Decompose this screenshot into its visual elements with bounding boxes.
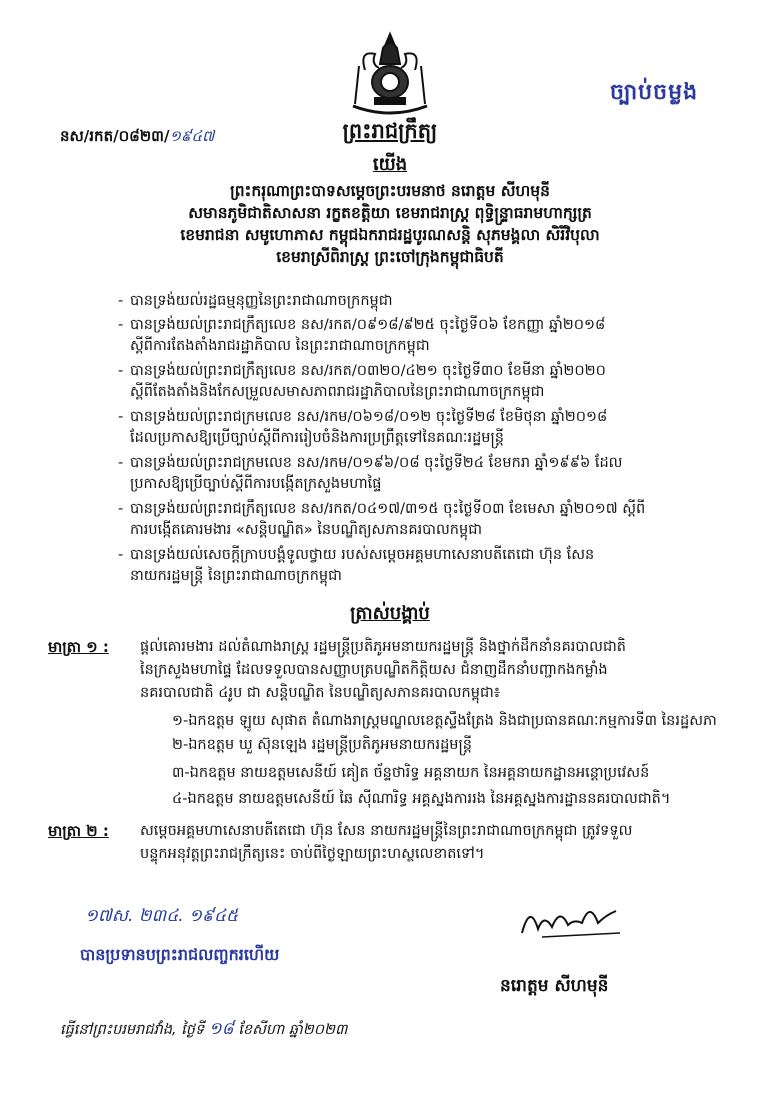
honoree-item: ៣-ឯកឧត្តម នាយឧត្តមសេនីយ៍ គៀត ច័ន្ទថារិទ្ធ អគ្គនាយក នៃអគ្គនាយកដ្ឋានអន្តោប្រវេសន៍ (172, 765, 650, 781)
reference-line: បានទ្រង់យល់ព្រះរាជក្រមលេខ នស/រកម/០៦១៨/០១២ ចុះថ្ងៃទី២៨ ខែមិថុនា ឆ្នាំ២០១៨ (130, 409, 608, 425)
reference-line: បានទ្រង់យល់ព្រះរាជក្រឹត្យលេខ នស/រកត/០៣២០/៤២១ ចុះថ្ងៃទី៣០ ខែមីនា ឆ្នាំ២០២០ (130, 363, 606, 379)
reference-item: - បានទ្រង់យល់ព្រះរាជក្រមលេខ នស/រកម/០៦១៨/០១២ ចុះថ្ងៃទី២៨ ខែមិថុនា ឆ្នាំ២០១៨ ដែលប្រកាសឱ្យប្រើច្បាប់ស្ដីពីការរៀបចំនិងការប្រព្រឹត្តទៅនៃគណៈរដ្ឋមន្ត្រី (130, 407, 730, 449)
copy-stamp: ច្បាប់ចម្លង (610, 80, 699, 105)
page-title: ព្រះរាជក្រឹត្យ (342, 119, 438, 143)
king-title-line: ខេមរាជនា សមូហោភាស កម្ពុជឯករាជរដ្ឋបូរណសន្តិ សុភមង្គលា សិរីវិបុលា (180, 226, 600, 244)
reference-line: ស្ដីពីតែងតាំងនិងកែសម្រួលសមាសភាពរាជរដ្ឋាភិបាលនៃព្រះរាជាណាចក្រកម្ពុជា (130, 384, 545, 400)
signature-name: នរោត្តម សីហមុនី (500, 976, 609, 996)
place-prefix: ធ្វើនៅព្រះបរមរាជវាំង, ថ្ងៃទី (60, 1022, 205, 1038)
king-title-line: សមានភូមិជាតិសាសនា រក្ខតខត្តិយា ខេមរាជរាស្ត្រ ពុទ្ធិន្ទ្រាធរាមហាក្សត្រ (188, 204, 592, 222)
reference-line: បានទ្រង់យល់រដ្ឋធម្មនុញ្ញនៃព្រះរាជាណាចក្រកម្ពុជា (130, 293, 393, 309)
reference-item: - បានទ្រង់យល់ព្រះរាជក្រឹត្យលេខ នស/រកត/០៣២០/៤២១ ចុះថ្ងៃទី៣០ ខែមីនា ឆ្នាំ២០២០ ស្ដីពីតែងតាំងនិងកែសម្រួលសមាសភាពរាជរដ្ឋាភិបាលនៃព្រះរាជាណាចក្រកម្ពុជា (130, 361, 730, 403)
honoree-item: ១-ឯកឧត្តម ឡូយ សុផាត តំណាងរាស្ត្រមណ្ឌលខេត្តស្ទឹងត្រែង និងជាប្រធានគណៈកម្មការទី៣ នៃរដ្ឋសភា (172, 713, 717, 729)
honoree-item: ៤-ឯកឧត្តម នាយឧត្តមសេនីយ៍ ឆៃ ស៊ីណារិទ្ធ អគ្គស្នងការរង នៃអគ្គស្នងការដ្ឋាននគរបាលជាតិ។ (172, 791, 671, 807)
signature-icon (512, 893, 632, 943)
reference-line: ស្ដីពីការតែងតាំងរាជរដ្ឋាភិបាល នៃព្រះរាជាណាចក្រកម្ពុជា (130, 338, 430, 354)
article-line: បន្ទុកអនុវត្តព្រះរាជក្រឹត្យនេះ ចាប់ពីថ្ងៃឡាយព្រះហស្ថលេខាតទៅ។ (140, 846, 485, 862)
handwritten-date: ១៧ស. ២៣៤. ១៩៤៥ (85, 906, 239, 926)
article-line: នៃក្រសួងមហាផ្ទៃ ដែលទទួលបានសញ្ញាបត្របណ្ឌិតកិត្តិយស ជំនាញដឹកនាំបញ្ជាកងកម្លាំង (140, 662, 608, 678)
reference-item: - បានទ្រង់យល់រដ្ឋធម្មនុញ្ញនៃព្រះរាជាណាចក្រកម្ពុជា (130, 291, 730, 312)
reference-line: បានទ្រង់យល់ព្រះរាជក្រមលេខ នស/រកម/០១៩៦/០៨ ចុះថ្ងៃទី២៤ ខែមករា ឆ្នាំ១៩៩៦ ដែល (130, 455, 623, 471)
article-1-label (48, 638, 109, 660)
reference-line: ដែលប្រកាសឱ្យប្រើច្បាប់ស្ដីពីការរៀបចំនិងការប្រព្រឹត្តទៅនៃគណៈរដ្ឋមន្ត្រី (130, 430, 505, 446)
reference-line: ការបង្កើតគោរមងារ «សន្តិបណ្ឌិត» នៃបណ្ឌិត្យសភានគរបាលកម្ពុជា (130, 522, 483, 538)
reference-item: - បានទ្រង់យល់ព្រះរាជក្រឹត្យលេខ នស/រកត/០៤១៧/៣១៥ ចុះថ្ងៃទី០៣ ខែមេសា ឆ្នាំ២០១៧ ស្ដីពី ការបង្កើតគោរមងារ «សន្តិបណ្ឌិត» នៃបណ្ឌិត្យសភានគរបាលកម្ពុជា (130, 499, 730, 541)
document-number-handwritten: ១៩៤៧ (169, 127, 215, 145)
reference-line: ប្រកាសឱ្យប្រើច្បាប់ស្ដីពីការបង្កើតក្រសួងមហាផ្ទៃ (130, 476, 382, 492)
article-2-body (140, 820, 740, 866)
reference-item: - បានទ្រង់យល់សេចក្ដីក្រាបបង្គំទូលថ្វាយ របស់សម្ដេចអគ្គមហាសេនាបតីតេជោ ហ៊ុន សែន នាយករដ្ឋមន្ត្រី នៃព្រះរាជាណាចក្រកម្ពុជា (130, 545, 730, 587)
article-line: ផ្ដល់គោរមងារ ដល់តំណាងរាស្ត្រ រដ្ឋមន្ត្រីប្រតិភូអមនាយករដ្ឋមន្ត្រី និងថ្នាក់ដឹកនាំនគរបាលជាតិ (140, 639, 626, 655)
decree-heading: ត្រាស់បង្គាប់ (350, 603, 430, 624)
document-number-prefix: នស/រកត/០៨២៣/ (60, 127, 170, 145)
sealed-note: បានប្រទានបព្រះរាជលញ្ចករហើយ (80, 945, 280, 964)
article-1-body (140, 636, 740, 705)
place-suffix: ខែសីហា ឆ្នាំ២០២៣ (238, 1022, 348, 1038)
article-line: នគរបាលជាតិ ៤រូប ជា សន្តិបណ្ឌិត នៃបណ្ឌិត្យសភានគរបាលកម្ពុជា៖ (140, 685, 501, 701)
article-2-label-text: មាត្រា ២ : (48, 822, 109, 840)
reference-line: បានទ្រង់យល់ព្រះរាជក្រឹត្យលេខ នស/រកត/០៩១៨/៩២៥ ចុះថ្ងៃទី០៦ ខែកញ្ញា ឆ្នាំ២០១៨ (130, 317, 606, 333)
king-title-line: ខេមរាស្រីពិរាស្ត្រ ព្រះចៅក្រុងកម្ពុជាធិបតី (276, 248, 504, 266)
honoree-item: ២-ឯកឧត្តម ឃួ ស៊ុនឡេង រដ្ឋមន្ត្រីប្រតិភូអមនាយករដ្ឋមន្ត្រី (172, 737, 472, 753)
place-date-line (60, 1018, 347, 1043)
royal-emblem-icon (345, 30, 435, 116)
reference-line: បានទ្រង់យល់សេចក្ដីក្រាបបង្គំទូលថ្វាយ របស់សម្ដេចអគ្គមហាសេនាបតីតេជោ ហ៊ុន សែន (130, 547, 595, 563)
reference-item: - បានទ្រង់យល់ព្រះរាជក្រមលេខ នស/រកម/០១៩៦/០៨ ចុះថ្ងៃទី២៤ ខែមករា ឆ្នាំ១៩៩៦ ដែល ប្រកាសឱ្យប្រើច្បាប់ស្ដីពីការបង្កើតក្រសួងមហាផ្ទៃ (130, 453, 730, 495)
subtitle: យើង (372, 154, 408, 175)
place-day: ១៨ (208, 1019, 234, 1039)
reference-line: បានទ្រង់យល់ព្រះរាជក្រឹត្យលេខ នស/រកត/០៤១៧/៣១៥ ចុះថ្ងៃទី០៣ ខែមេសា ឆ្នាំ២០១៧ ស្ដីពី (130, 501, 646, 517)
article-1-label-text: មាត្រា ១ : (48, 638, 109, 656)
article-line: សម្ដេចអគ្គមហាសេនាបតីតេជោ ហ៊ុន សែន នាយករដ្ឋមន្ត្រីនៃព្រះរាជាណាចក្រកម្ពុជា ត្រូវទទួល (140, 823, 633, 839)
king-title-line: ព្រះករុណាព្រះបាទសម្ដេចព្រះបរមនាថ នរោត្តម សីហមុនី (230, 182, 550, 200)
reference-item: - បានទ្រង់យល់ព្រះរាជក្រឹត្យលេខ នស/រកត/០៩១៨/៩២៥ ចុះថ្ងៃទី០៦ ខែកញ្ញា ឆ្នាំ២០១៨ ស្ដីពីការតែងតាំងរាជរដ្ឋាភិបាល នៃព្រះរាជាណាចក្រកម្ពុជា (130, 315, 730, 357)
reference-line: នាយករដ្ឋមន្ត្រី នៃព្រះរាជាណាចក្រកម្ពុជា (130, 568, 342, 584)
article-2-label (48, 822, 109, 844)
